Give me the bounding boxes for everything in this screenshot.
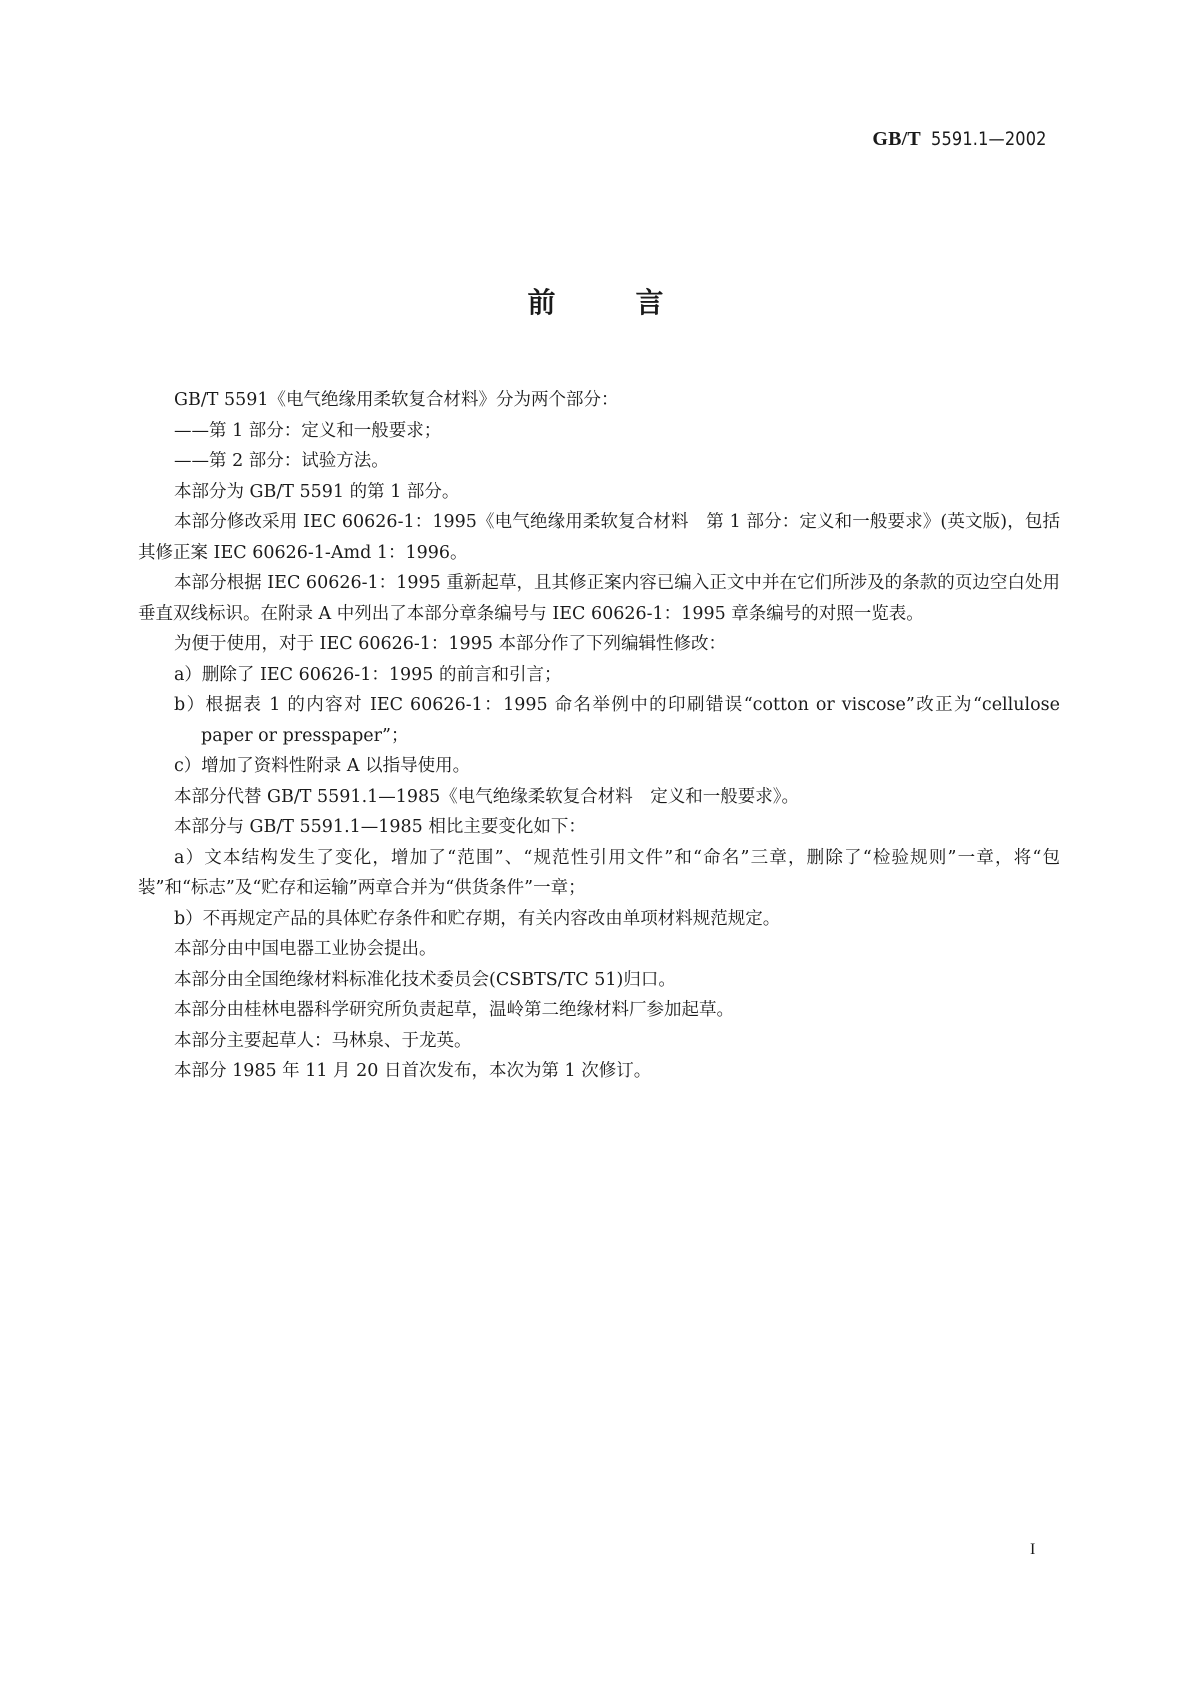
- paragraph-edit-a: a）删除了 IEC 60626-1：1995 的前言和引言；: [174, 664, 562, 685]
- paragraph-committee: 本部分由全国绝缘材料标准化技术委员会(CSBTS/TC 51)归口。: [174, 969, 676, 990]
- standard-code: [872, 126, 1067, 151]
- page-title: [0, 281, 1191, 321]
- paragraph-replaces: 本部分代替 GB/T 5591.1—1985《电气绝缘柔软复合材料 定义和一般要求》。: [174, 786, 800, 807]
- paragraph-changes-intro: 本部分与 GB/T 5591.1—1985 相比主要变化如下：: [174, 817, 586, 837]
- paragraph-drafters-org: 本部分由桂林电器科学研究所负责起草，温岭第二绝缘材料厂参加起草。: [174, 1000, 734, 1020]
- foreword-body: [138, 385, 1060, 1087]
- standard-prefix: GB/T: [872, 128, 921, 150]
- paragraph-redraft: 本部分根据 IEC 60626-1：1995 重新起草，且其修正案内容已编入正文中并在它们所涉及的条款的页边空白处用垂直双线标识。在附录 A 中列出了本部分章条编号与 IEC 60626-1：1995 章条编号的对照一览表。: [138, 573, 1060, 624]
- paragraph-proposer: 本部分由中国电器工业协会提出。: [174, 939, 437, 959]
- paragraph-scope: 本部分为 GB/T 5591 的第 1 部分。: [174, 481, 460, 502]
- paragraph-change-a: a）文本结构发生了变化，增加了“范围”、“规范性引用文件”和“命名”三章，删除了“检验规则”一章，将“包装”和“标志”及“贮存和运输”两章合并为“供货条件”一章；: [138, 847, 1060, 898]
- paragraph-part-1: ——第 1 部分：定义和一般要求；: [174, 420, 442, 441]
- paragraph-intro: GB/T 5591《电气绝缘用柔软复合材料》分为两个部分：: [174, 390, 619, 410]
- standard-number: 5591.1—2002: [930, 128, 1047, 150]
- paragraph-change-b: b）不再规定产品的具体贮存条件和贮存期，有关内容改由单项材料规范规定。: [174, 908, 781, 929]
- paragraph-edit-b: b）根据表 1 的内容对 IEC 60626-1：1995 命名举例中的印刷错误“cotton or viscose”改正为“cellulose paper or presspaper”；: [174, 695, 1060, 746]
- paragraph-history: 本部分 1985 年 11 月 20 日首次发布，本次为第 1 次修订。: [174, 1061, 652, 1081]
- page-number: I: [1030, 1541, 1036, 1558]
- paragraph-part-2: ——第 2 部分：试验方法。: [174, 451, 389, 471]
- paragraph-adoption: 本部分修改采用 IEC 60626-1：1995《电气绝缘用柔软复合材料 第 1 部分：定义和一般要求》(英文版)，包括其修正案 IEC 60626-1-Amd 1：1996。: [138, 512, 1060, 563]
- paragraph-edit-c: c）增加了资料性附录 A 以指导使用。: [174, 756, 471, 776]
- paragraph-drafters: 本部分主要起草人：马林泉、于龙英。: [174, 1030, 472, 1051]
- title-char-2: 言: [635, 286, 664, 319]
- title-char-1: 前: [527, 286, 556, 319]
- paragraph-edits-intro: 为便于使用，对于 IEC 60626-1：1995 本部分作了下列编辑性修改：: [174, 634, 727, 654]
